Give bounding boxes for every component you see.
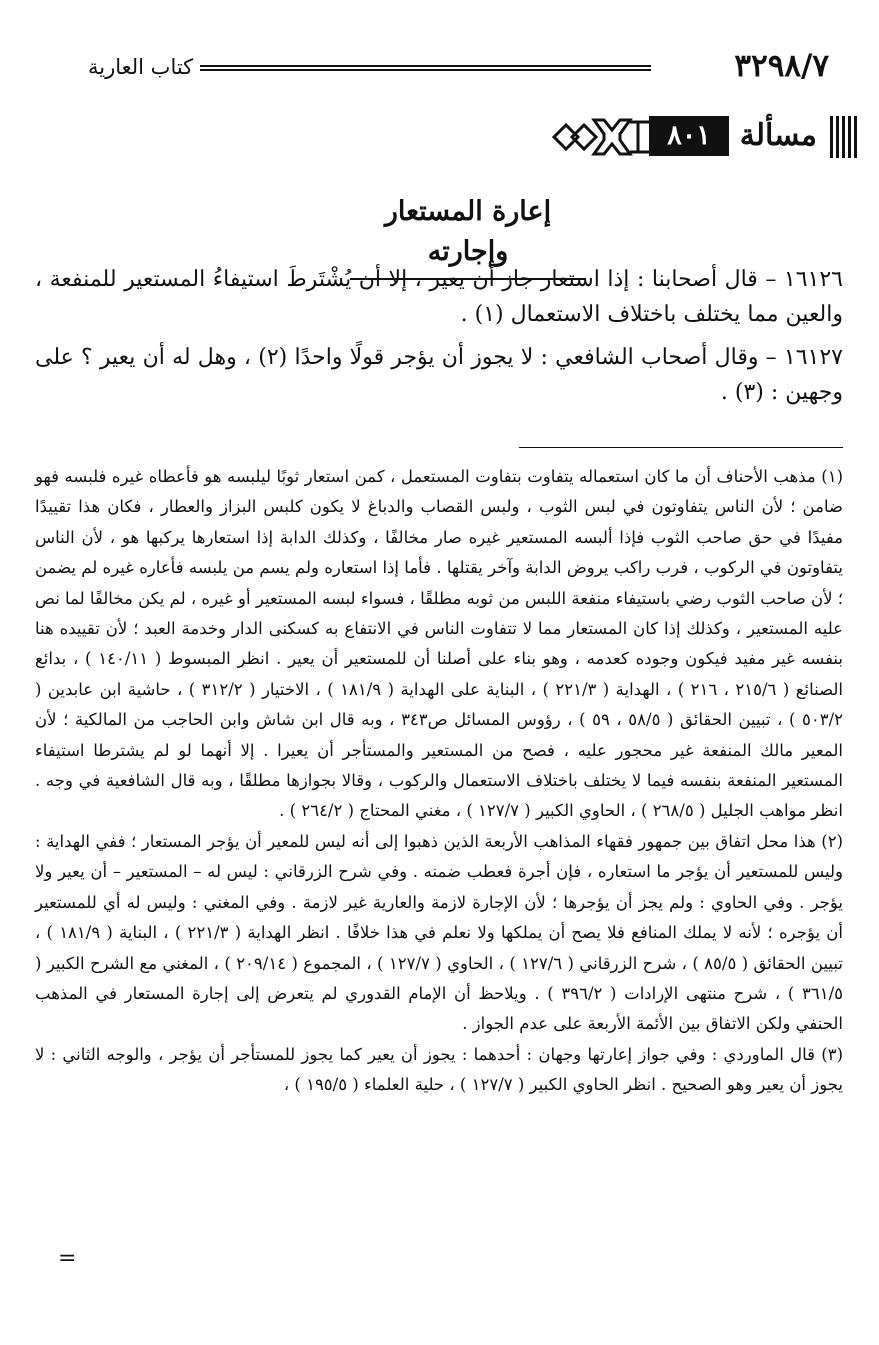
main-text xyxy=(35,262,843,418)
masala-number-box: ٨٠١ xyxy=(649,116,729,156)
footnote-1: (١) مذهب الأحناف أن ما كان استعماله يتفاوت بتفاوت المستعمل ، كمن استعار ثوبًا ليلبسه هو فأعطاه غيره فلبسه فهو ضامن ؛ لأن الناس يتفاوتون في لبس الثوب ، ولبس القصاب والدباغ لا يكون كلبس البزاز والعطار ، فكان هذا تقييدًا مفيدًا في حق صاحب الثوب فإذا ألبسه المستعير غيره صار مخالفًا ، وكذلك الدابة إذا استعارها يركبها هو ، لأن الناس يتفاوتون في الركوب ، فرب راكب يروض الدابة وآخر يقتلها . فأما إذا استعاره ولم يسم من يلبسه فأعاره غيره لم يضمن ؛ لأن صاحب الثوب رضي باستيفاء منفعة اللبس من ثوبه مطلقًا ، فسواء لبسه المستعير أو غيره ، لم يكن مخالفًا لما نص عليه المستعير ، وكذلك إذا كان المستعار مما لا تتفاوت الناس في الانتفاع به كسكنى الدار وخدمة العبد ؛ لأن تقييده هنا بنفسه غير مفيد فيكون وجوده كعدمه ، وهو بناء على أصلنا أن للمستعير أن يعير . انظر المبسوط ( ١٤٠/١١ ) ، بدائع الصنائع ( ٢١٥/٦ ، ٢١٦ ) ، الهداية ( ٢٢١/٣ ) ، البناية على الهداية ( ١٨١/٩ ) ، الاختيار ( ٣١٢/٢ ) ، حاشية ابن عابدين ( ٥٠٣/٢ ) ، تبيين الحقائق ( ٥٨/٥ ، ٥٩ ) ، رؤوس المسائل ص٣٤٣ ، وبه قال ابن شاش وابن الحاجب من المالكية ؛ لأن المعير مالك المنفعة غير محجور عليه ، فصح من المستعير والمستأجر أن يعيرا . إلا أنهما لو لم يشترطا استيفاء المستعير المنفعة بنفسه فيما لا يختلف باختلاف الاستعمال والركوب ، وقالا بجوازها مطلقًا ، وبه قال الشافعية في وجه . انظر مواهب الجليل ( ٢٦٨/٥ ) ، الحاوي الكبير ( ١٢٧/٧ ) ، مغني المحتاج ( ٢٦٤/٢ ) . xyxy=(35,467,843,821)
footnote-3: (٣) قال الماوردي : وفي جواز إعارتها وجهان : أحدهما : يجوز أن يعير كما يجوز للمستأجر أن يؤجر ، والوجه الثاني : لا يجوز أن يعير وهو الصحيح . انظر الحاوي الكبير ( ١٢٧/٧ ) ، حلية العلماء ( ١٩٥/٥ ) ، xyxy=(35,1044,843,1095)
footnote-2: (٢) هذا محل اتفاق بين جمهور فقهاء المذاهب الأربعة الذين ذهبوا إلى أنه ليس للمعير أن يؤجر المستعار ؛ ففي الهداية : وليس للمستعير أن يؤجر ما استعاره ، فإن أجرة فعطب ضمنه . وفي شرح الزرقاني : ليس له – المستعير – أن يعير ولا يؤجر . وفي الحاوي : ولم يجز أن يؤجرها ؛ لأن الإجارة لازمة والعارية غير لازمة . وفي المغني : وليس له أي للمستعير أن يؤجره ؛ لأنه لا يملك المنافع فلا يصح أن يملكها ولا نعلم في هذا خلافًا . انظر الهداية ( ٢٢١/٣ ) ، البناية ( ١٨١/٩ ) ، تبيين الحقائق ( ٨٥/٥ ) ، شرح الزرقاني ( ١٢٧/٦ ) ، الحاوي ( ١٢٧/٧ ) ، المجموع ( ٢٠٩/١٤ ) ، المغني مع الشرح الكبير ( ٣٦١/٥ ) ، شرح منتهى الإرادات ( ٣٩٦/٢ ) . ويلاحظ أن الإمام القدوري لم يتعرض إلى إجارة المستعار في المذهب الحنفي ولكن الاتفاق بين الأئمة الأربعة على عدم الجواز . xyxy=(35,831,843,1034)
section-title: إعارة المستعار وإجارته xyxy=(350,192,586,280)
footnotes xyxy=(35,462,843,1101)
page-number: ٣٢٩٨/٧ xyxy=(734,48,829,84)
masala-word: مسألة xyxy=(739,118,817,153)
footnote-separator xyxy=(519,447,843,448)
continuation-mark: = xyxy=(58,1246,77,1271)
header-rule xyxy=(200,65,651,71)
paragraph-16126: ١٦١٢٦ – قال أصحابنا : إذا استعار جاز أن يعير ، إلا أن يُشْتَرطَ استيفاءُ المستعير للمنفعة ، والعين مما يختلف باختلاف الاستعمال (١) . xyxy=(35,267,843,327)
banner-bars-ornament xyxy=(829,116,857,158)
paragraph-16127: ١٦١٢٧ – وقال أصحاب الشافعي : لا يجوز أن يؤجر قولًا واحدًا (٢) ، وهل له أن يعير ؟ على وجهين : (٣) . xyxy=(35,345,843,405)
masala-banner xyxy=(542,112,857,162)
arabesque-ornament-icon xyxy=(542,112,652,162)
book-title: كتاب العارية xyxy=(88,55,194,79)
running-header xyxy=(88,48,829,84)
